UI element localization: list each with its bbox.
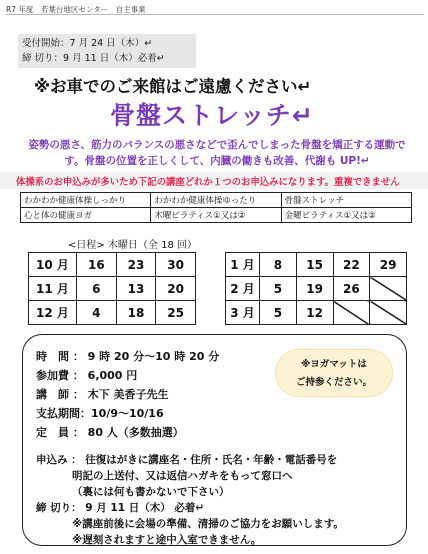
apply-line: （裏には何も書かないで下さい） [72,486,230,498]
month-cell: 10 月 [29,253,77,277]
day-cell: 13 [116,277,156,301]
day-cell: 26 [333,277,370,301]
day-cell: 5 [260,301,297,325]
header-text: R7 年度 若葉台地区センター 自主事業 [6,5,146,14]
teacher-row: 講 師 ： 木下 美香子先生 [36,388,169,401]
empty-cell [370,301,407,325]
deadline-line: 締 切り： 9 月 11 日（木） 必着↵ [36,502,205,514]
parking-notice: ※お車でのご来館はご遠慮ください↵ [34,77,312,96]
day-cell: 6 [77,277,117,301]
day-cell: 23 [116,253,156,277]
day-cell: 29 [370,253,407,277]
page-divider [6,14,424,15]
capacity-row: 定 員 ： 80 人（多数抽選） [36,426,184,439]
apply-note: ※遅刻されますと途中入室できません。 [72,534,262,546]
day-cell: 22 [333,253,370,277]
month-cell: 1 月 [226,253,260,277]
day-cell: 5 [260,277,297,301]
month-cell: 11 月 [29,277,77,301]
time-row: 時 間 ： 9 時 20 分～10 時 20 分 [36,350,220,363]
day-cell: 16 [77,253,117,277]
empty-cell [333,301,370,325]
dates-box [18,34,196,68]
mat-note-line: ご持参ください。 [295,377,372,388]
day-cell: 25 [156,301,196,325]
empty-cell [370,277,407,301]
warning-text: 体操系のお申込みが多いため下記の講座どれか１つのお申込みになります。重複できません [16,177,400,188]
apply-line: 明記の上送付、又は返信ハガキをもって窓口へ [72,470,293,482]
mat-note-line: ※ヨガマットは [301,359,367,370]
apply-line: 申込み ： 往復はがきに講座名・住所・氏名・年齢・電話番号を [36,454,338,466]
apply-note: ※講座前後に会場の準備、清掃のご協力をお願いします。 [72,518,344,530]
day-cell: 12 [296,301,333,325]
deadline-date: 締 切り：9 月 11 日（木）必着↵ [22,53,165,64]
payment-row: 支払期間：10/9～10/16 [36,407,164,420]
month-cell: 2 月 [226,277,260,301]
course-cell: 木曜ピラティス①又は② [151,208,281,223]
reception-date: 受付開始：7 月 24 日（木）↵ [22,38,153,49]
calendar-right [225,252,407,325]
course-cell: わかわか健康体操ゆったり [151,193,281,208]
day-cell: 15 [296,253,333,277]
day-cell: 19 [296,277,333,301]
page-title: 骨盤ストレッチ↵ [110,101,314,130]
table-row [226,301,407,325]
day-cell: 20 [156,277,196,301]
day-cell: 18 [116,301,156,325]
yoga-mat-note [275,349,393,397]
course-cell: 骨盤ストレッチ [281,193,411,208]
table-row [226,253,407,277]
day-cell: 30 [156,253,196,277]
schedule-label: <日程> 木曜日（全 18 回） [68,240,198,251]
table-row [226,277,407,301]
month-cell: 12 月 [29,301,77,325]
month-cell: 3 月 [226,301,260,325]
application-info [36,452,344,548]
table-row [21,193,412,208]
table-row [21,208,412,223]
course-description: 姿勢の悪さ、筋力のバランスの悪さなどで歪んでしまった骨盤を矯正する運動です。骨盤の位置を正しくして、内臓の働きも改善、代謝も UP!↵ [28,139,406,167]
day-cell: 4 [77,301,117,325]
course-cell: 心と体の健康ヨガ [21,208,151,223]
course-cell: わかわか健康体操しっかり [21,193,151,208]
calendar-left [28,252,196,325]
course-details [36,347,219,442]
table-row [29,277,196,301]
day-cell: 8 [260,253,297,277]
course-cell: 金曜ピラティス①又は② [281,208,411,223]
fee-row: 参加費 ： 6,000 円 [36,369,138,382]
table-row [29,301,196,325]
table-row [29,253,196,277]
course-table [20,192,412,223]
